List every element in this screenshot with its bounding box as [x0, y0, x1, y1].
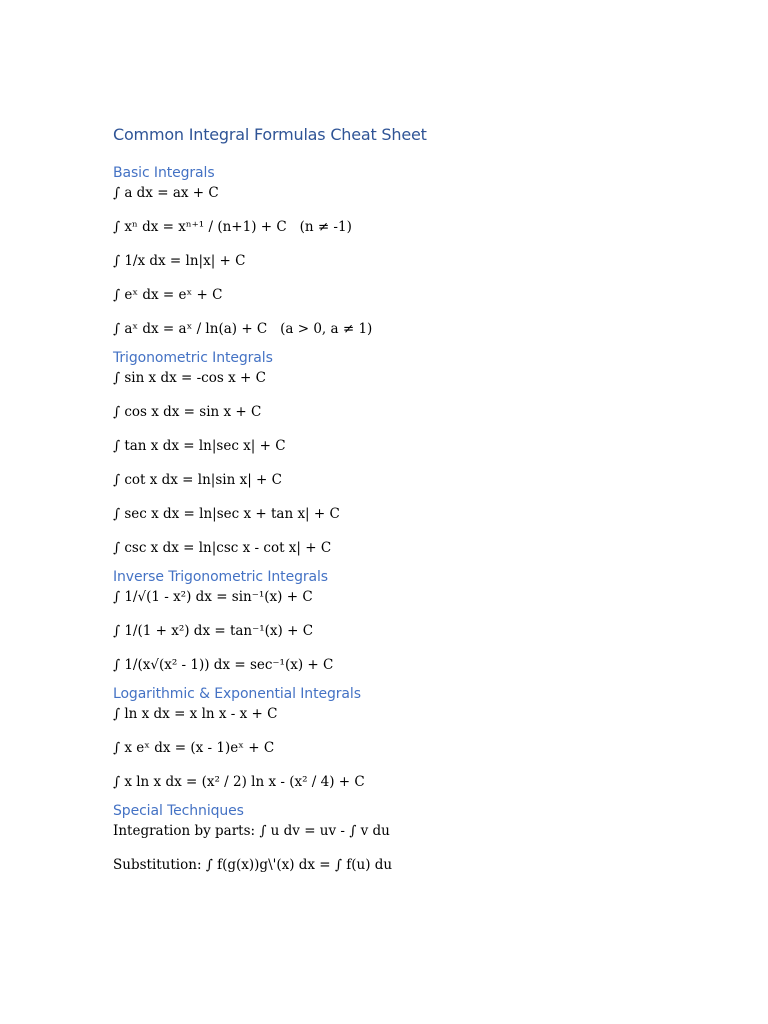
formula-line: ∫ cot x dx = ln|sin x| + C: [113, 472, 282, 488]
section-heading: Inverse Trigonometric Integrals: [113, 569, 328, 585]
formula-line: Substitution: ∫ f(g(x))g\'(x) dx = ∫ f(u) du: [113, 857, 393, 873]
formula-line: ∫ ln x dx = x ln x - x + C: [113, 706, 278, 722]
section-special-techniques: [113, 801, 733, 875]
section-heading: Special Techniques: [113, 803, 244, 819]
document-body: [113, 124, 733, 884]
formula-line: ∫ cos x dx = sin x + C: [113, 404, 262, 420]
formula-line: ∫ sec x dx = ln|sec x + tan x| + C: [113, 506, 340, 522]
section-heading: Basic Integrals: [113, 165, 215, 181]
formula-line: ∫ csc x dx = ln|csc x - cot x| + C: [113, 540, 332, 556]
formula-line: ∫ 1/√(1 - x²) dx = sin⁻¹(x) + C: [113, 589, 313, 605]
formula-line: ∫ sin x dx = -cos x + C: [113, 370, 266, 386]
formula-line: ∫ xⁿ dx = xⁿ⁺¹ / (n+1) + C (n ≠ -1): [113, 219, 352, 235]
formula-line: ∫ tan x dx = ln|sec x| + C: [113, 438, 286, 454]
formula-line: ∫ 1/(1 + x²) dx = tan⁻¹(x) + C: [113, 623, 314, 639]
section-heading: Logarithmic & Exponential Integrals: [113, 686, 361, 702]
formula-line: Integration by parts: ∫ u dv = uv - ∫ v du: [113, 823, 390, 839]
section-trigonometric-integrals: [113, 348, 733, 558]
page-title: Common Integral Formulas Cheat Sheet: [113, 125, 427, 144]
formula-line: ∫ aˣ dx = aˣ / ln(a) + C (a > 0, a ≠ 1): [113, 321, 373, 337]
formula-line: ∫ eˣ dx = eˣ + C: [113, 287, 223, 303]
formula-line: ∫ 1/x dx = ln|x| + C: [113, 253, 246, 269]
formula-line: ∫ a dx = ax + C: [113, 185, 219, 201]
section-basic-integrals: [113, 163, 733, 339]
section-logarithmic-exponential-integrals: [113, 684, 733, 792]
section-inverse-trigonometric-integrals: [113, 567, 733, 675]
section-heading: Trigonometric Integrals: [113, 350, 273, 366]
formula-line: ∫ 1/(x√(x² - 1)) dx = sec⁻¹(x) + C: [113, 657, 334, 673]
formula-line: ∫ x eˣ dx = (x - 1)eˣ + C: [113, 740, 275, 756]
formula-line: ∫ x ln x dx = (x² / 2) ln x - (x² / 4) + C: [113, 774, 365, 790]
